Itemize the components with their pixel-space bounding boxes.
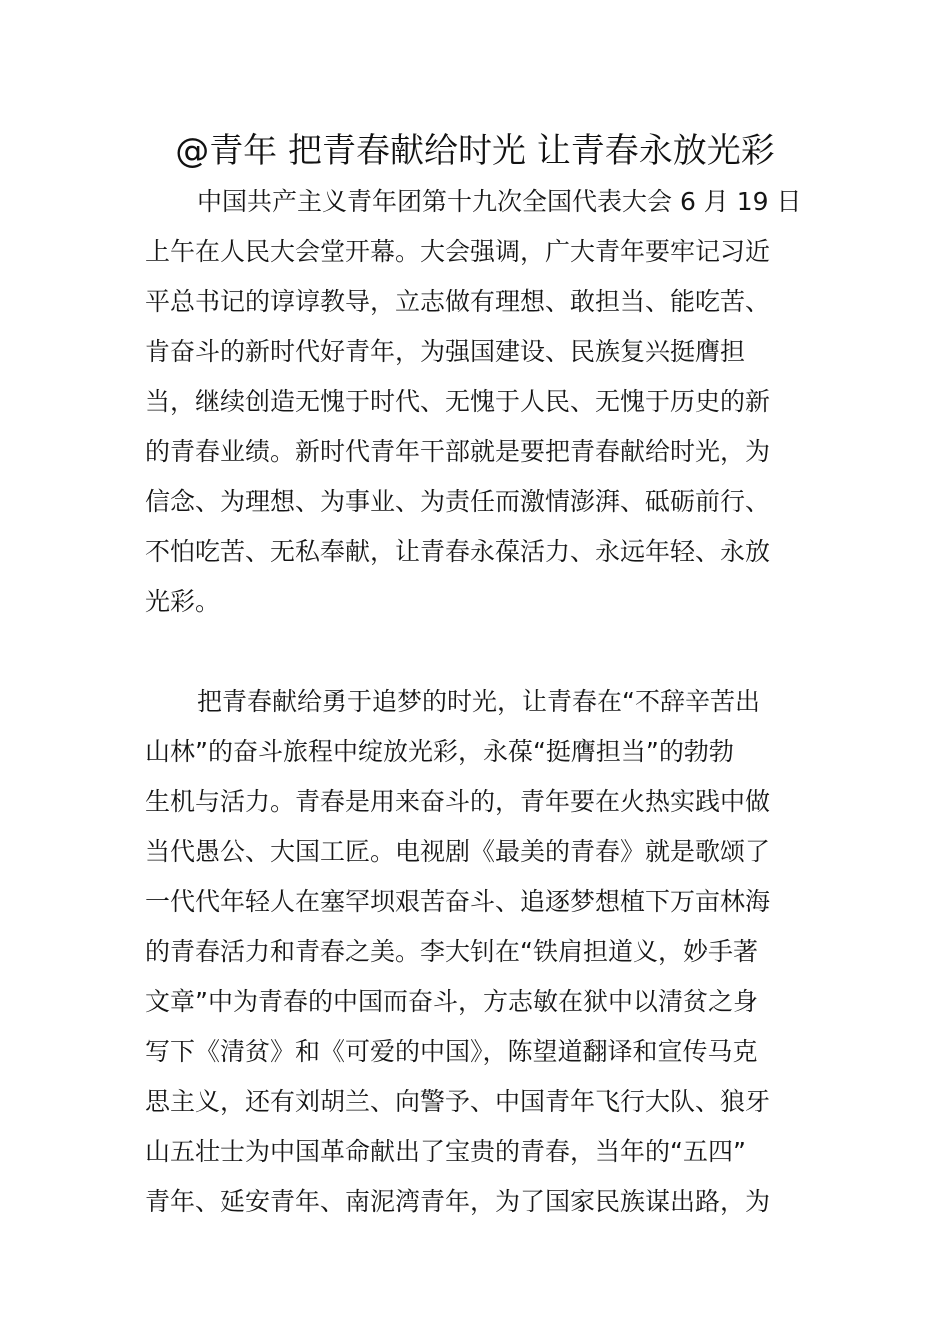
paragraph-1-line: 信念、为理想、为事业、为责任而激情澎湃、砥砺前行、: [145, 487, 771, 516]
paragraph-gap: [145, 627, 807, 677]
paragraph-1-line: 中国共产主义青年团第十九次全国代表大会 6 月 19 日: [197, 187, 802, 216]
paragraph-1-line: 的青春业绩。新时代青年干部就是要把青春献给时光，为: [145, 437, 771, 466]
paragraph-2-line: 青年、延安青年、南泥湾青年，为了国家民族谋出路，为: [145, 1187, 771, 1216]
paragraph-2-line: 文章”中为青春的中国而奋斗，方志敏在狱中以清贫之身: [145, 987, 758, 1016]
paragraph-2-line: 把青春献给勇于追梦的时光，让青春在“不辞辛苦出: [197, 687, 760, 716]
document-body: [145, 177, 807, 1227]
document-title: @青年 把青春献给时光 让青春永放光彩: [175, 131, 775, 171]
paragraph-2-line: 当代愚公、大国工匠。电视剧《最美的青春》就是歌颂了: [145, 837, 771, 866]
paragraph-1-line: 不怕吃苦、无私奉献，让青春永葆活力、永远年轻、永放: [145, 537, 771, 566]
paragraph-2-line: 山五壮士为中国革命献出了宝贵的青春，当年的“五四”: [145, 1137, 746, 1166]
paragraph-2-line: 的青春活力和青春之美。李大钊在“铁肩担道义，妙手著: [145, 937, 758, 966]
paragraph-1-line: 上午在人民大会堂开幕。大会强调，广大青年要牢记习近: [145, 237, 771, 266]
paragraph-1-line: 肯奋斗的新时代好青年，为强国建设、民族复兴挺膺担: [145, 337, 746, 366]
paragraph-2-line: 山林”的奋斗旅程中绽放光彩，永葆“挺膺担当”的勃勃: [145, 737, 734, 766]
paragraph-2-line: 一代代年轻人在塞罕坝艰苦奋斗、追逐梦想植下万亩林海: [145, 887, 771, 916]
paragraph-1-line: 平总书记的谆谆教导，立志做有理想、敢担当、能吃苦、: [145, 287, 771, 316]
paragraph-1-line: 光彩。: [145, 587, 221, 616]
paragraph-2-line: 写下《清贫》和《可爱的中国》，陈望道翻译和宣传马克: [145, 1037, 758, 1066]
paragraph-2-line: 生机与活力。青春是用来奋斗的，青年要在火热实践中做: [145, 787, 771, 816]
paragraph-2-line: 思主义，还有刘胡兰、向警予、中国青年飞行大队、狼牙: [145, 1087, 771, 1116]
paragraph-1-line: 当，继续创造无愧于时代、无愧于人民、无愧于历史的新: [145, 387, 771, 416]
